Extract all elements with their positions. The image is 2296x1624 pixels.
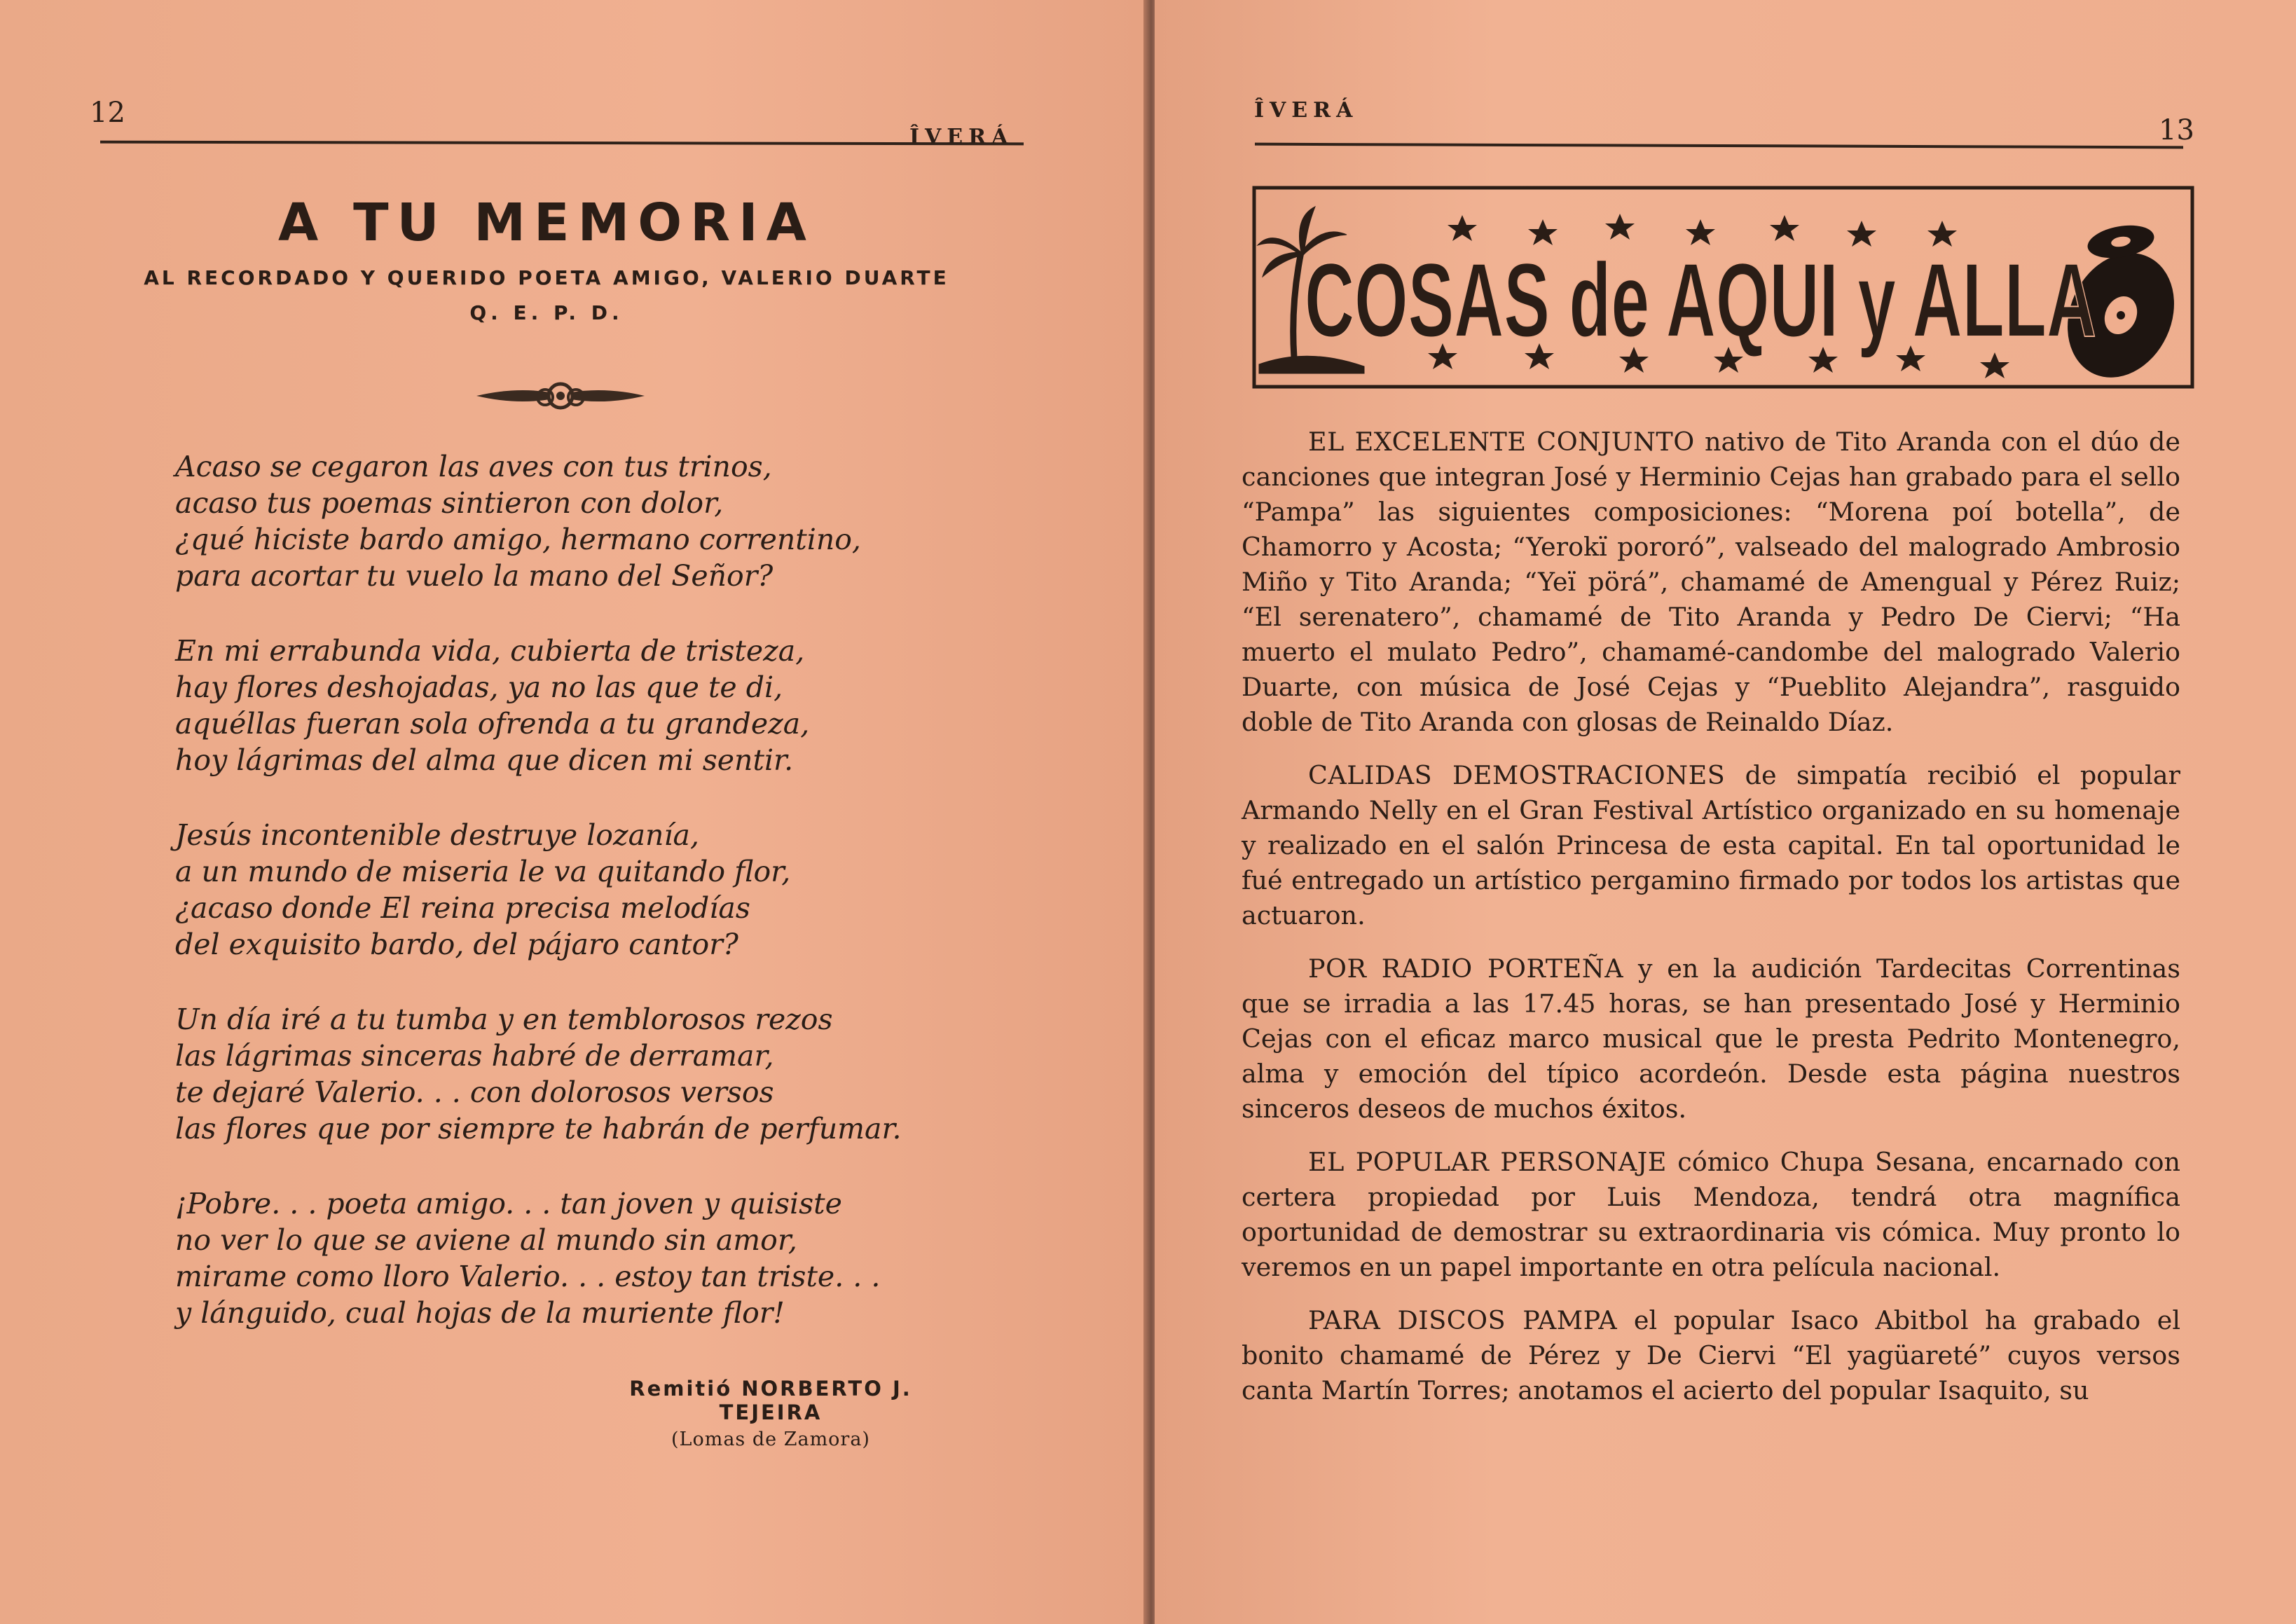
poem-line: hoy lágrimas del alma que dicen mi sentir. [175,743,794,777]
poem-line: las lágrimas sinceras habré de derramar, [175,1039,774,1073]
news-item [1242,951,2180,1127]
poem-line: y lánguido, cual hojas de la muriente flor! [175,1296,785,1330]
running-head: ÎVERÁ [909,125,1014,149]
news-item [1242,425,2180,740]
poem-line: Acaso se cegaron las aves con tus trinos, [175,450,772,483]
poem-line: hay flores deshojadas, ya no las que te di, [175,670,783,704]
poem-line: mirame como lloro Valerio. . . estoy tan triste. . . [175,1260,881,1293]
news-item-text: y en la audición Tardecitas Correntinas que se irradia a las 17.45 horas, se han presentado José y Herminio Cejas con el eficaz marco musical que le presta Pedrito Montenegro, alma y emoción del típico acordeón. Desde esta página nuestros sinceros deseos de muchos éxitos. [1242,954,2180,1124]
poem-line: En mi errabunda vida, cubierta de tristeza, [175,634,805,668]
news-item-lead: EL POPULAR PERSONAJE [1308,1147,1667,1177]
header-rule [1255,143,2183,149]
banner-title: COSAS de AQUI y ALLA [1305,241,2096,359]
page-number: 13 [2159,114,2194,146]
poem-line: a un mundo de miseria le va quitando flor, [175,855,791,888]
qepd-line: Q. E. P. D. [469,301,624,324]
running-head: ÎVERÁ [1254,98,1359,123]
news-item-lead: PARA DISCOS PAMPA [1308,1305,1618,1335]
sender-place: (Lomas de Zamora) [671,1429,870,1450]
poem-stanza [175,1001,981,1147]
news-item [1242,1303,2180,1408]
poem-line: aquéllas fueran sola ofrenda a tu grandeza, [175,707,810,741]
news-item-lead: POR RADIO PORTEÑA [1308,954,1624,984]
news-item [1242,1145,2180,1285]
poem-body [175,448,981,1370]
floral-ornament-icon [473,371,648,420]
page-number: 12 [90,97,125,129]
poem-line: no ver lo que se aviene al mundo sin amor, [175,1223,797,1257]
poem-line: para acortar tu vuelo la mano del Señor? [175,559,774,593]
news-item [1242,758,2180,933]
poem-stanza [175,633,981,778]
news-item-lead: CALIDAS DEMOSTRACIONES [1308,760,1726,790]
header-rule [100,141,1024,146]
poem-line: ¿qué hiciste bardo amigo, hermano correntino, [175,523,861,556]
poem-line: ¡Pobre. . . poeta amigo. . . tan joven y quisiste [175,1187,842,1220]
poem-line: acaso tus poemas sintieron con dolor, [175,486,724,520]
poem-stanza [175,817,981,963]
news-item-lead: EL EXCELENTE CONJUNTO [1308,427,1695,457]
poem-line: te dejaré Valerio. . . con dolorosos versos [175,1075,774,1109]
poem-dedication: AL RECORDADO Y QUERIDO POETA AMIGO, VALERIO DUARTE [144,266,949,289]
cosas-banner [1252,186,2194,389]
news-item-text: de simpatía recibió el popular Armando Nelly en el Gran Festival Artístico organizado en su homenaje y realizado en el salón Princesa de esta capital. En tal oportunidad le fué entregado un artístico pergamino firmado por todos los artistas que actuaron. [1242,760,2180,930]
poem-stanza [175,448,981,594]
poem-title: A TU MEMORIA [278,193,815,253]
poem-line: ¿acaso donde El reina precisa melodías [175,891,750,925]
sender-name: Remitió NORBERTO J. TEJEIRA [629,1377,912,1424]
poem-line: del exquisito bardo, del pájaro cantor? [175,928,738,961]
poem-line: las flores que por siempre te habrán de perfumar. [175,1112,902,1145]
news-item-text: el popular Isaco Abitbol ha grabado el bonito chamamé de Pérez y De Ciervi “El yagüareté” cuyos versos canta Martín Torres; anotamos el acierto del popular Isaquito, su [1242,1305,2181,1405]
poem-stanza [175,1185,981,1331]
news-item-text: nativo de Tito Aranda con el dúo de canciones que integran José y Herminio Cejas han grabado para el sello “Pampa” las siguientes composiciones: “Morena poí botella”, de Chamorro y Acosta; “Yerokï pororó”, valseado del malogrado Ambrosio Miño y Tito Aranda; “Yeï pörá”, chamamé de Amengual y Pérez Ruiz; “El serenatero”, chamamé de Tito Aranda y Pedro De Ciervi; “Ha muerto el mulato Pedro”, chamamé-candombe del malogrado Valerio Duarte, con música de José Cejas y “Pueblito Alejandra”, rasguido doble de Tito Aranda con glosas de Reinaldo Díaz. [1242,427,2180,737]
poem-line: Jesús incontenible destruye lozanía, [175,818,700,852]
news-column [1242,425,2180,1426]
poem-line: Un día iré a tu tumba y en temblorosos rezos [175,1003,833,1036]
sender-credit [575,1377,967,1450]
news-item-text: cómico Chupa Sesana, encarnado con certera propiedad por Luis Mendoza, tendrá otra magnífica oportunidad de demostrar su extraordinaria vis cómica. Muy pronto lo veremos en un papel importante en otra película nacional. [1242,1147,2180,1282]
